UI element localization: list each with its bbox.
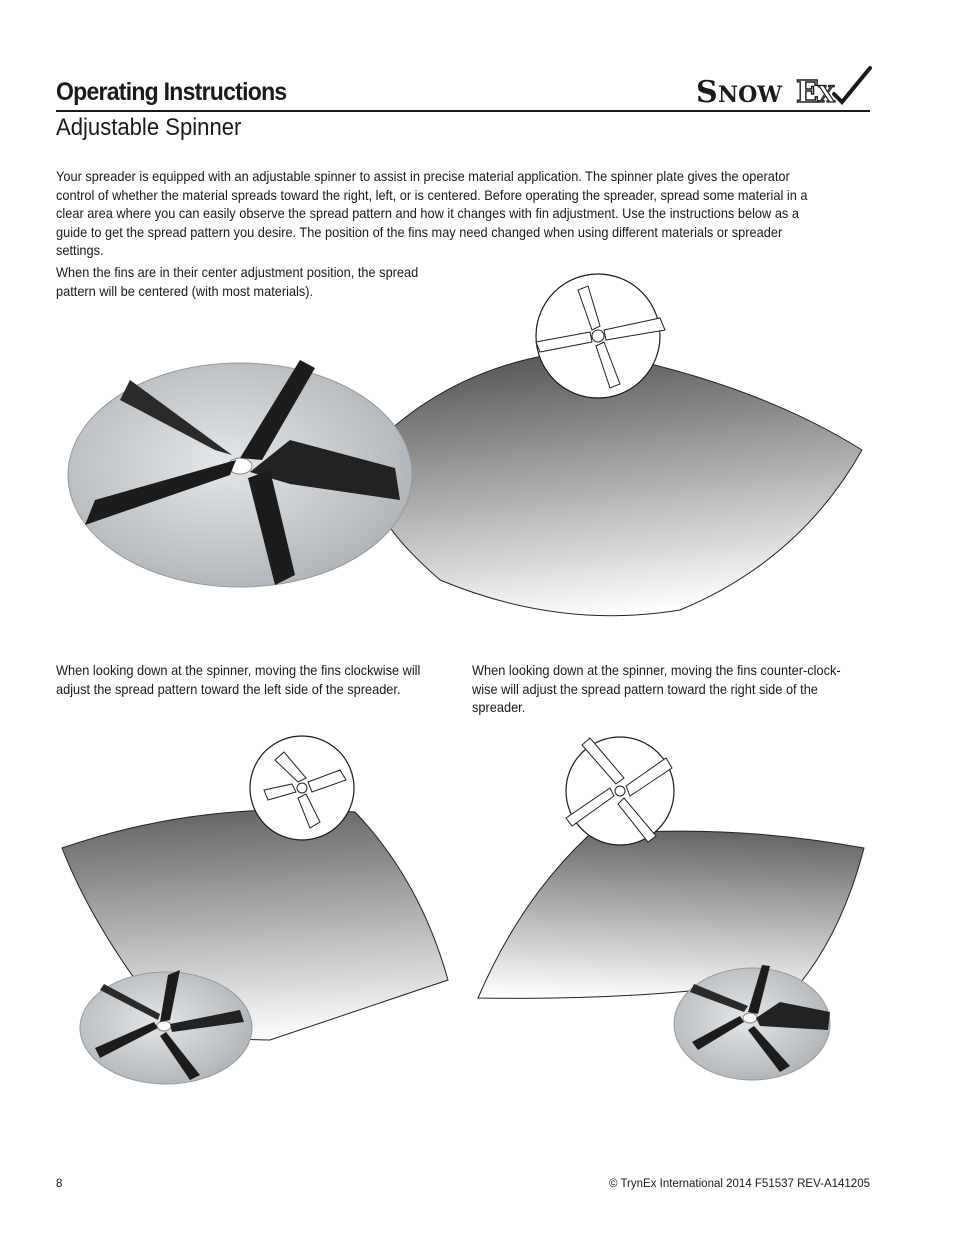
footer-copyright: © TrynEx International 2014 F51537 REV-A141205 (608, 1178, 870, 1190)
svg-text:E: E (796, 75, 819, 108)
page-title: Operating Instructions (56, 78, 287, 106)
fin-detail-right (566, 737, 674, 845)
spread-pattern-right (478, 831, 864, 1001)
svg-text:X: X (818, 82, 836, 108)
caption-clockwise: When looking down at the spinner, moving the fins clockwise will adjust the spread pattern toward the left side of the spreader. (56, 663, 421, 697)
svg-text:S: S (696, 75, 718, 108)
caption-counter-clockwise: When looking down at the spinner, moving the fins counter-clock-wise will adjust the spread pattern toward the right side of the spreader. (472, 663, 841, 715)
intro-paragraph: Your spreader is equipped with an adjustable spinner to assist in precise material application. The spinner plate gives the operator control of whether the material spreads toward the right, left, or is centered. Before operating the spreader, spread some material in a clear area where you can easily observe the spread pattern and how it changes with fin adjustment. Use the instructions below as a guide to get the spread pattern you desire. The position of the fins may need changed when using different materials or spreader settings. (56, 169, 808, 258)
caption-center: When the fins are in their center adjustment position, the spread pattern will be centered (with most materials). (56, 265, 419, 299)
svg-text:NOW: NOW (718, 82, 782, 108)
fin-detail-left (250, 736, 354, 840)
spinner-plate-center (68, 360, 412, 587)
page-number: 8 (56, 1178, 63, 1190)
section-title: Adjustable Spinner (56, 114, 242, 141)
